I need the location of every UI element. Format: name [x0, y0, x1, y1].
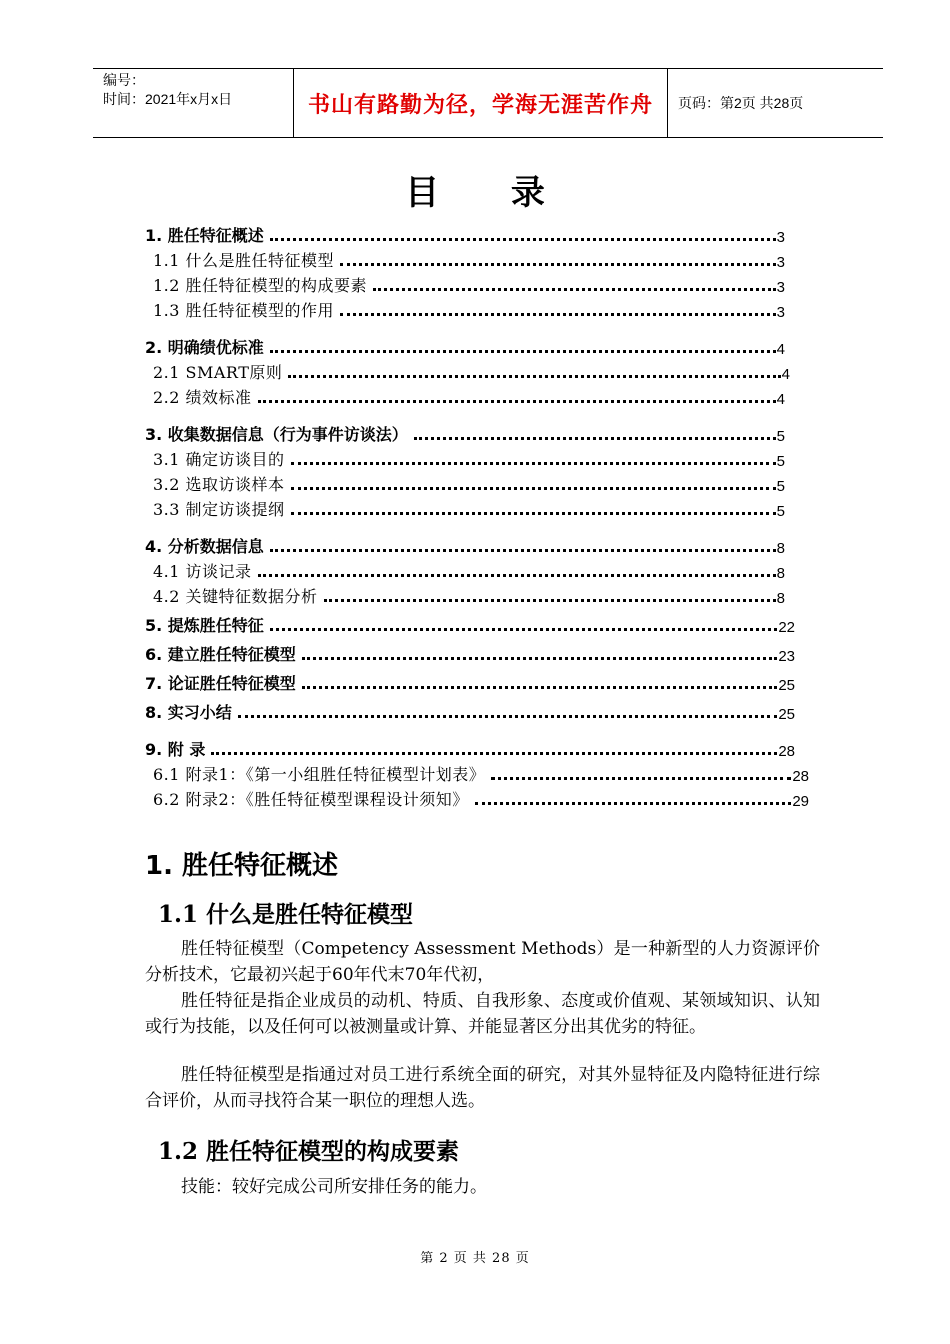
- toc-entry-label: 9. 附 录: [145, 740, 206, 759]
- toc-entry[interactable]: [145, 738, 795, 760]
- header-motto: 书山有路勤为径，学海无涯苦作舟: [294, 69, 668, 137]
- toc-leader-dots: [302, 686, 778, 689]
- toc-entry-label: 3.3 制定访谈提纲: [153, 500, 285, 519]
- toc-entry-label: 6.2 附录2：《胜任特征模型课程设计须知》: [153, 790, 469, 809]
- toc-entry-page: 5: [776, 453, 785, 470]
- toc-entry[interactable]: [153, 448, 785, 470]
- paragraph: 技能：较好完成公司所安排任务的能力。: [181, 1177, 487, 1197]
- section-heading: 1. 胜任特征概述: [145, 851, 339, 881]
- subsection-heading: 1.2 胜任特征模型的构成要素: [158, 1138, 460, 1165]
- toc-entry-label: 3.2 选取访谈样本: [153, 475, 285, 494]
- toc-entry-page: 28: [792, 768, 809, 785]
- toc-entry-page: 4: [781, 366, 790, 383]
- toc-leader-dots: [258, 400, 776, 403]
- toc-entry-page: 25: [778, 677, 795, 694]
- toc-leader-dots: [302, 657, 778, 660]
- toc-entry-page: 29: [792, 793, 809, 810]
- toc-entry-page: 5: [776, 428, 785, 445]
- toc-leader-dots: [291, 487, 776, 490]
- toc-entry[interactable]: [145, 672, 795, 694]
- toc-entry[interactable]: [145, 535, 785, 557]
- toc-entry[interactable]: [153, 560, 785, 582]
- toc-entry[interactable]: [145, 336, 785, 358]
- toc-entry[interactable]: [153, 763, 809, 785]
- toc-entry-label: 1.3 胜任特征模型的作用: [153, 301, 335, 320]
- toc-entry[interactable]: [145, 224, 785, 246]
- toc-entry-label: 1.2 胜任特征模型的构成要素: [153, 276, 368, 295]
- toc-leader-dots: [340, 313, 776, 316]
- toc-entry[interactable]: [145, 643, 795, 665]
- toc-entry-page: 3: [776, 279, 785, 296]
- page-footer: 第 2 页 共 28 页: [420, 1251, 530, 1266]
- toc-leader-dots: [491, 777, 791, 780]
- toc-entry-page: 4: [776, 341, 785, 358]
- toc-entry[interactable]: [153, 249, 785, 271]
- paragraph: 胜任特征模型是指通过对员工进行系统全面的研究，对其外显特征及内隐特征进行综合评价，从而寻找符合某一职位的理想人选。: [145, 1065, 820, 1111]
- number-label: 编号：: [103, 72, 145, 88]
- toc-leader-dots: [475, 802, 792, 805]
- toc-leader-dots: [324, 599, 776, 602]
- toc-entry-page: 23: [778, 648, 795, 665]
- toc-leader-dots: [270, 628, 778, 631]
- toc-entry[interactable]: [153, 498, 785, 520]
- toc-entry-page: 5: [776, 503, 785, 520]
- toc-entry-label: 4.1 访谈记录: [153, 562, 252, 581]
- toc-leader-dots: [270, 238, 776, 241]
- toc-leader-dots: [340, 263, 776, 266]
- toc-entry-label: 2. 明确绩优标准: [145, 338, 264, 357]
- subsection-heading: 1.1 什么是胜任特征模型: [158, 901, 414, 928]
- toc-entry-label: 8. 实习小结: [145, 703, 232, 722]
- toc-entry-label: 2.1 SMART原则: [153, 363, 283, 382]
- time-label: 时间：2021年x月x日: [103, 91, 233, 107]
- toc-entry-page: 5: [776, 478, 785, 495]
- toc-entry-page: 3: [776, 254, 785, 271]
- toc-entry-page: 8: [776, 590, 785, 607]
- toc-entry-page: 3: [776, 229, 785, 246]
- toc-entry-label: 1. 胜任特征概述: [145, 226, 264, 245]
- toc-entry-page: 25: [778, 706, 795, 723]
- toc-entry-page: 8: [776, 540, 785, 557]
- toc-entry-label: 2.2 绩效标准: [153, 388, 252, 407]
- toc-leader-dots: [238, 715, 778, 718]
- toc-entry[interactable]: [145, 701, 795, 723]
- toc-entry-page: 3: [776, 304, 785, 321]
- toc-entry-page: 28: [778, 743, 795, 760]
- toc-leader-dots: [258, 574, 776, 577]
- toc-entry[interactable]: [153, 361, 790, 383]
- toc-entry[interactable]: [153, 788, 809, 810]
- toc-leader-dots: [288, 375, 780, 378]
- toc-entry-page: 22: [778, 619, 795, 636]
- toc-entry-label: 3.1 确定访谈目的: [153, 450, 285, 469]
- toc-entry-label: 1.1 什么是胜任特征模型: [153, 251, 335, 270]
- toc-entry-label: 7. 论证胜任特征模型: [145, 674, 296, 693]
- toc-leader-dots: [291, 512, 776, 515]
- paragraph: 胜任特征模型（Competency Assessment Methods）是一种新型的人力资源评价分析技术，它最初兴起于60年代末70年代初，: [145, 939, 820, 985]
- toc-leader-dots: [291, 462, 776, 465]
- toc-entry[interactable]: [153, 386, 785, 408]
- toc-entry[interactable]: [153, 274, 785, 296]
- toc-entry-label: 6.1 附录1：《第一小组胜任特征模型计划表》: [153, 765, 486, 784]
- toc-entry[interactable]: [145, 423, 785, 445]
- toc-entry-label: 4. 分析数据信息: [145, 537, 264, 556]
- toc-entry[interactable]: [153, 473, 785, 495]
- toc-entry[interactable]: [153, 585, 785, 607]
- paragraph: 胜任特征是指企业成员的动机、特质、自我形象、态度或价值观、某领域知识、认知或行为技能，以及任何可以被测量或计算、并能显著区分出其优劣的特征。: [145, 991, 820, 1037]
- toc-title: 目 录: [405, 173, 575, 213]
- toc-entry-label: 3. 收集数据信息（行为事件访谈法）: [145, 425, 408, 444]
- toc-entry-label: 6. 建立胜任特征模型: [145, 645, 296, 664]
- toc-entry[interactable]: [153, 299, 785, 321]
- toc-leader-dots: [270, 350, 776, 353]
- header-page-label: 页码：第2页 共28页: [678, 95, 804, 111]
- toc-leader-dots: [211, 752, 777, 755]
- toc-entry-page: 4: [776, 391, 785, 408]
- toc-entry-label: 5. 提炼胜任特征: [145, 616, 264, 635]
- toc-entry[interactable]: [145, 614, 795, 636]
- toc-leader-dots: [414, 437, 776, 440]
- toc-leader-dots: [373, 288, 776, 291]
- toc-leader-dots: [270, 549, 776, 552]
- toc-entry-label: 4.2 关键特征数据分析: [153, 587, 318, 606]
- toc-entry-page: 8: [776, 565, 785, 582]
